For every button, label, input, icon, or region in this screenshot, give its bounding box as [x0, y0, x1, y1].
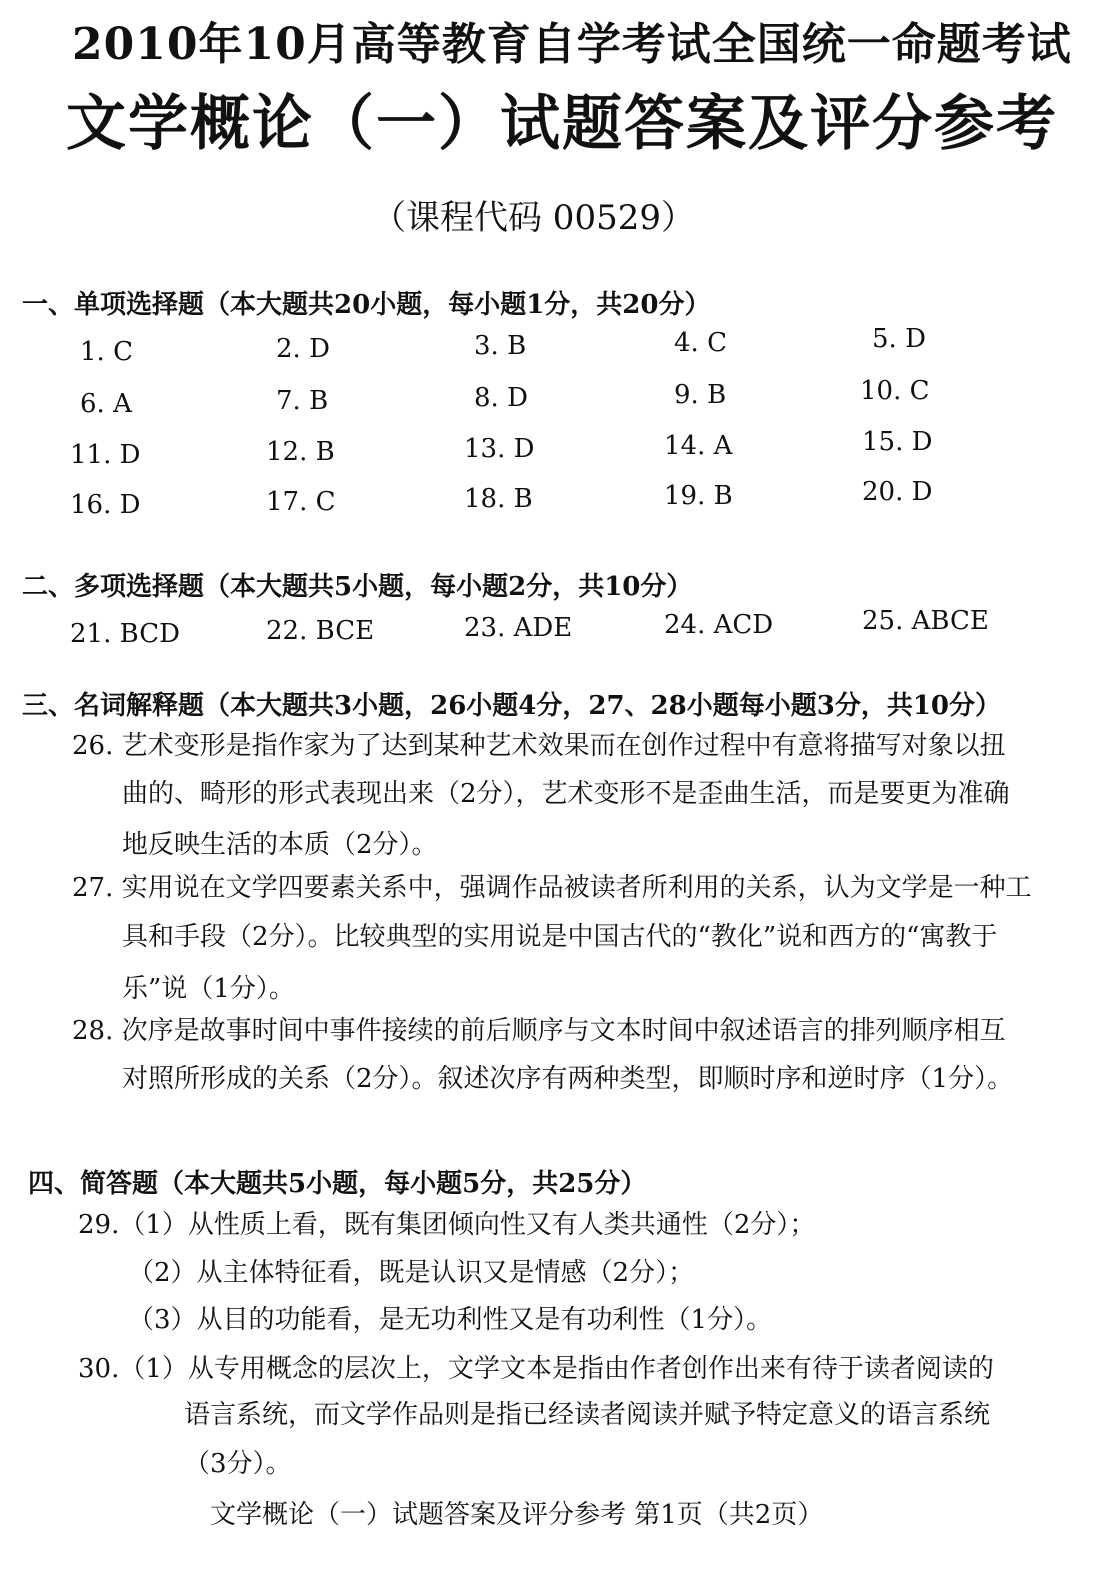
answer-paragraph-line: 具和手段（2分）。比较典型的实用说是中国古代的“教化”说和西方的“寓教于 — [122, 922, 998, 952]
exam-title-line1: 2010年10月高等教育自学考试全国统一命题考试 — [72, 19, 1072, 70]
answer-item: 17. C — [266, 487, 336, 517]
answer-paragraph-line: 26. 艺术变形是指作家为了达到某种艺术效果而在创作过程中有意将描写对象以扭 — [72, 731, 1006, 761]
answer-paragraph-line: 29.（1）从性质上看，既有集团倾向性又有人类共通性（2分）； — [78, 1210, 816, 1240]
exam-title-line2: 文学概论（一）试题答案及评分参考 — [66, 89, 1058, 159]
answer-item: 10. C — [860, 376, 930, 406]
answer-paragraph-line: 地反映生活的本质（2分）。 — [122, 830, 438, 860]
answer-item: 19. B — [664, 481, 733, 511]
section1-note: （本大题共20小题，每小题1分，共20分） — [204, 290, 711, 320]
answer-item: 18. B — [464, 484, 533, 514]
section4-note: （本大题共5小题，每小题5分，共25分） — [158, 1169, 647, 1199]
answer-item: 13. D — [464, 434, 535, 464]
answer-item: 1. C — [80, 337, 133, 367]
section2-heading — [22, 566, 692, 603]
answer-item: 4. C — [674, 328, 727, 358]
answer-item: 6. A — [80, 389, 132, 419]
answer-paragraph-line: （3）从目的功能看，是无功利性又是有功利性（1分）。 — [128, 1305, 773, 1335]
answer-paragraph-line: 27. 实用说在文学四要素关系中，强调作品被读者所利用的关系，认为文学是一种工 — [72, 873, 1032, 903]
section3-heading — [22, 685, 1001, 722]
answer-item: 3. B — [474, 331, 527, 361]
answer-paragraph-line: 28. 次序是故事时间中事件接续的前后顺序与文本时间中叙述语言的排列顺序相互 — [72, 1016, 1006, 1046]
section2-title: 二、多项选择题 — [22, 572, 205, 602]
section3-title: 三、名词解释题 — [22, 691, 205, 721]
answer-item: 16. D — [70, 490, 141, 520]
answer-item: 24. ACD — [664, 610, 774, 640]
answer-item: 23. ADE — [464, 613, 573, 643]
answer-item: 12. B — [266, 437, 335, 467]
answer-item: 14. A — [664, 431, 733, 461]
answer-item: 2. D — [276, 334, 330, 364]
course-code: （课程代码 00529） — [372, 198, 695, 238]
answer-paragraph-line: 乐”说（1分）。 — [122, 974, 295, 1004]
section3-note: （本大题共3小题，26小题4分，27、28小题每小题3分，共10分） — [204, 691, 1002, 721]
answer-item: 20. D — [862, 477, 933, 507]
section2-note: （本大题共5小题，每小题2分，共10分） — [204, 572, 693, 602]
section1-title: 一、单项选择题 — [22, 290, 205, 320]
answer-item: 25. ABCE — [862, 606, 989, 636]
answer-item: 5. D — [872, 324, 926, 354]
answer-paragraph-line: 语言系统，而文学作品则是指已经读者阅读并赋予特定意义的语言系统 — [184, 1400, 991, 1430]
answer-item: 21. BCD — [70, 619, 180, 649]
answer-item: 7. B — [276, 386, 329, 416]
section4-heading — [28, 1163, 646, 1200]
page-footer: 文学概论（一）试题答案及评分参考 第1页（共2页） — [210, 1500, 824, 1530]
answer-paragraph-line: （2）从主体特征看，既是认识又是情感（2分）； — [128, 1258, 695, 1288]
answer-item: 9. B — [674, 380, 727, 410]
answer-paragraph-line: （3分）。 — [184, 1449, 292, 1479]
section4-title: 四、简答题 — [28, 1169, 159, 1199]
answer-paragraph-line: 对照所形成的关系（2分）。叙述次序有两种类型，即顺时序和逆时序（1分）。 — [122, 1064, 1014, 1094]
answer-paragraph-line: 30.（1）从专用概念的层次上，文学文本是指由作者创作出来有待于读者阅读的 — [78, 1354, 994, 1384]
answer-item: 11. D — [70, 440, 141, 470]
section1-heading — [22, 284, 710, 321]
answer-item: 22. BCE — [266, 616, 375, 646]
answer-paragraph-line: 曲的、畸形的形式表现出来（2分），艺术变形不是歪曲生活，而是要更为准确 — [122, 779, 1010, 809]
answer-item: 8. D — [474, 383, 528, 413]
answer-item: 15. D — [862, 427, 933, 457]
